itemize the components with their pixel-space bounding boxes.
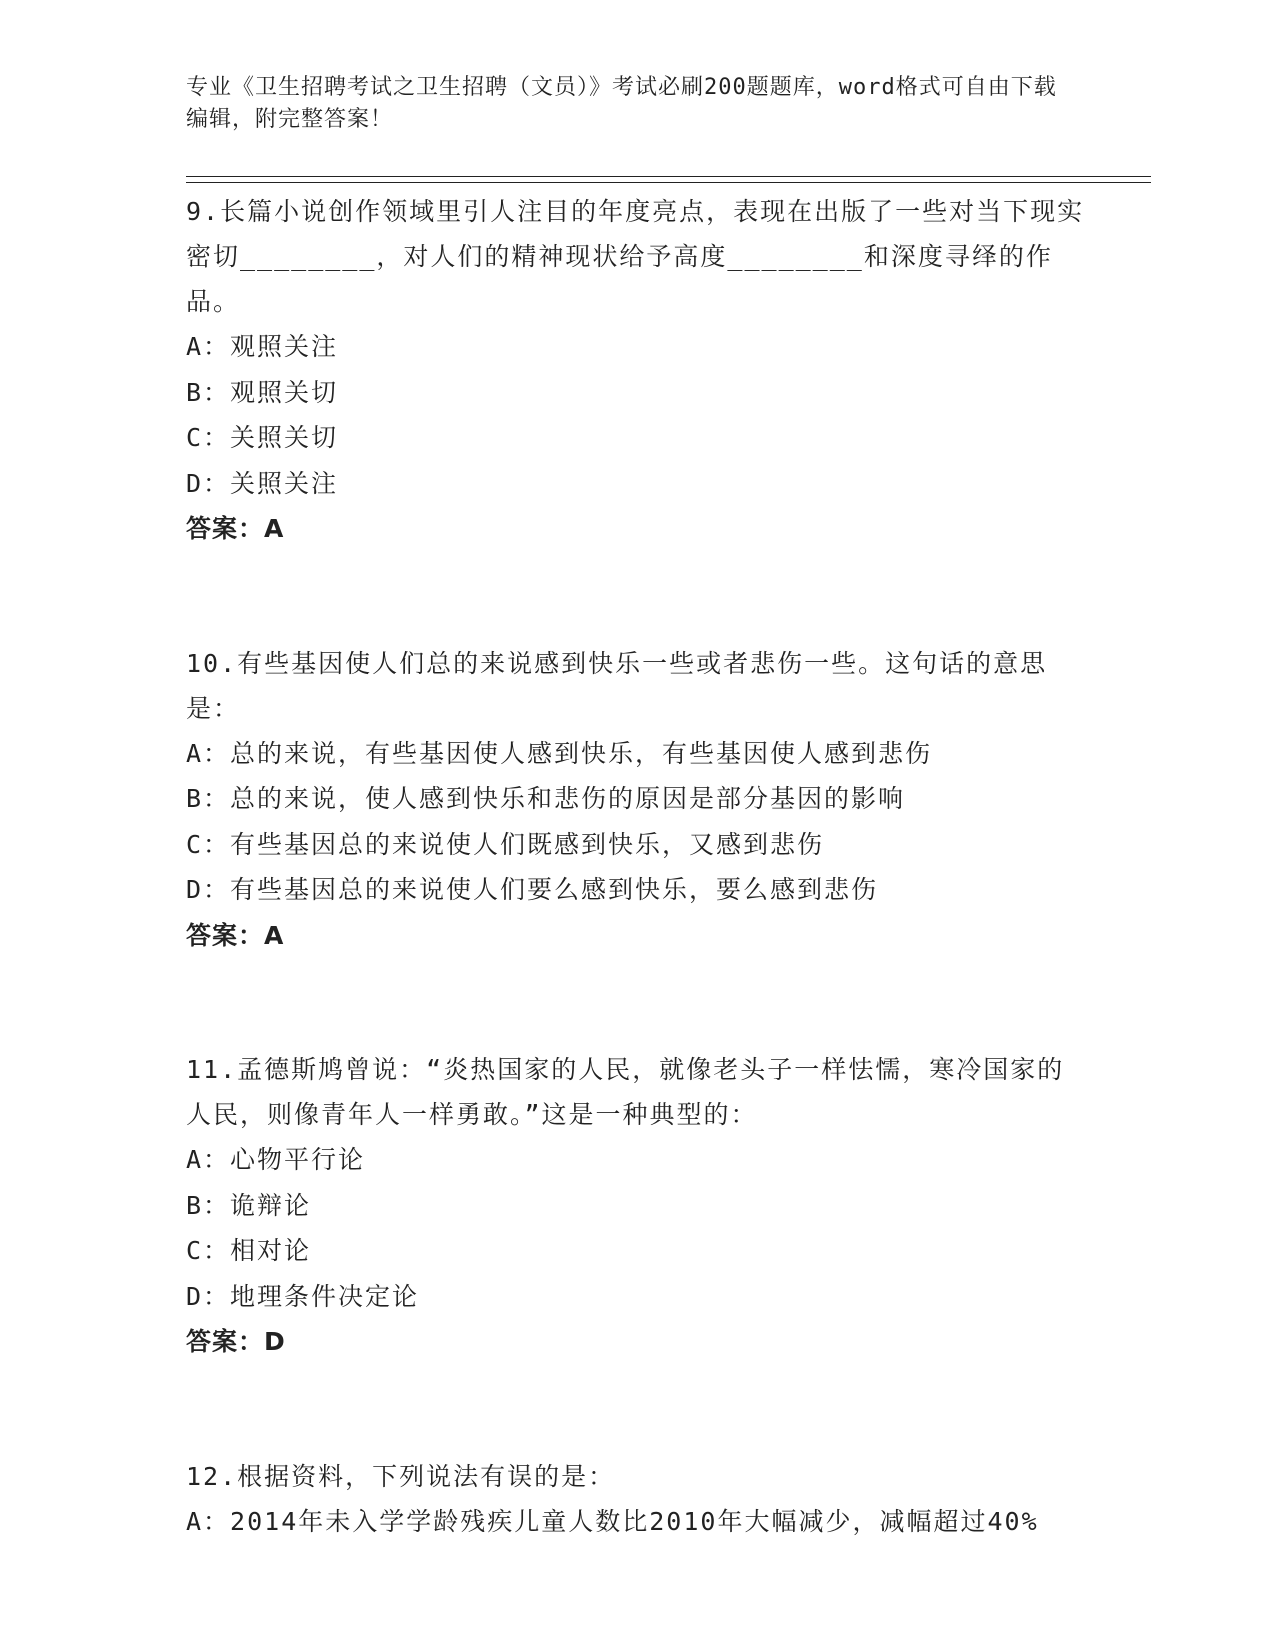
header-divider-top [186, 176, 1151, 177]
option-a: A：观照关注 [186, 332, 339, 361]
answer-line: 答案：D [186, 1327, 286, 1356]
question-10 [186, 641, 1086, 959]
option-c: C：相对论 [186, 1236, 312, 1265]
option-c: C：关照关切 [186, 423, 339, 452]
question-stem: 10.有些基因使人们总的来说感到快乐一些或者悲伤一些。这句话的意思是： [186, 648, 1048, 723]
question-12 [186, 1454, 1086, 1545]
question-list [186, 189, 1086, 1544]
option-d: D：有些基因总的来说使人们要么感到快乐，要么感到悲伤 [186, 875, 879, 904]
option-b: B：观照关切 [186, 377, 339, 407]
question-stem: 9.长篇小说创作领域里引人注目的年度亮点，表现在出版了一些对当下现实密切________，对人们的精神现状给予高度________和深度寻绎的作品。 [186, 197, 1085, 316]
option-a: A：2014年未入学学龄残疾儿童人数比2010年大幅减少，减幅超过40% [186, 1506, 1039, 1536]
header-divider-bottom [186, 182, 1151, 183]
question-9 [186, 189, 1086, 552]
option-c: C：有些基因总的来说使人们既感到快乐，又感到悲伤 [186, 829, 825, 859]
option-d: D：关照关注 [186, 468, 339, 498]
option-d: D：地理条件决定论 [186, 1281, 420, 1311]
document-header: 专业《卫生招聘考试之卫生招聘（文员）》考试必刷200题题库，word格式可自由下载编辑，附完整答案！ [186, 75, 1057, 132]
answer-line: 答案：A [186, 514, 285, 543]
option-b: B：诡辩论 [186, 1190, 312, 1220]
answer-line: 答案：A [186, 920, 285, 950]
option-b: B：总的来说，使人感到快乐和悲伤的原因是部分基因的影响 [186, 784, 906, 813]
question-stem: 11.孟德斯鸠曾说：“炎热国家的人民，就像老头子一样怯懦，寒冷国家的人民，则像青年人一样勇敢。”这是一种典型的： [186, 1055, 1065, 1129]
option-a: A：心物平行论 [186, 1145, 366, 1174]
question-11 [186, 1047, 1086, 1365]
option-a: A：总的来说，有些基因使人感到快乐，有些基因使人感到悲伤 [186, 738, 933, 768]
question-stem: 12.根据资料，下列说法有误的是： [186, 1461, 616, 1491]
